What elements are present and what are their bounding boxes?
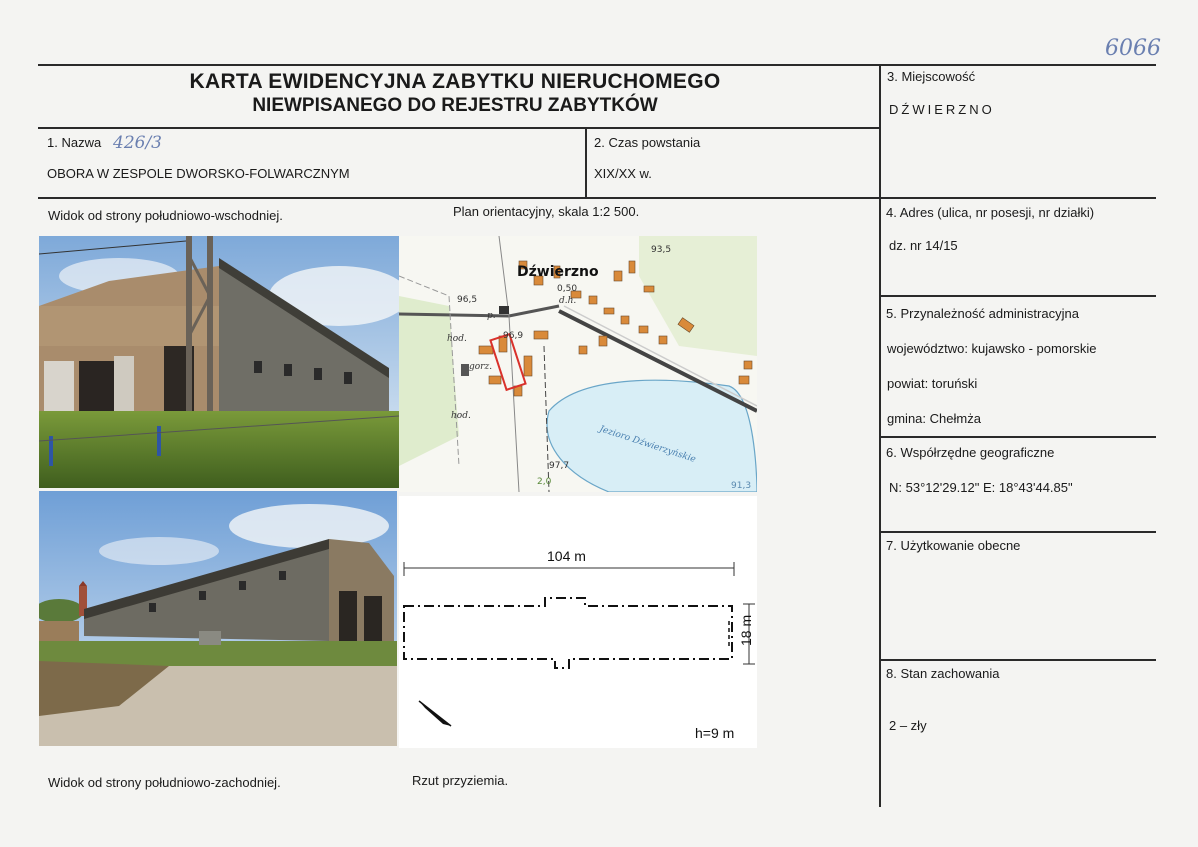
map-label-hod2: hod. bbox=[451, 411, 471, 421]
admin-label: 5. Przynależność administracyjna bbox=[886, 306, 1079, 321]
map-label-elev7: 2,0 bbox=[537, 477, 552, 487]
condition-value: 2 – zły bbox=[889, 718, 927, 733]
address-bottom-border bbox=[880, 295, 1156, 297]
admin-bottom-border bbox=[880, 436, 1156, 438]
condition-label: 8. Stan zachowania bbox=[886, 666, 1000, 681]
caption-view-southeast: Widok od strony południowo-wschodniej. bbox=[48, 208, 283, 223]
map-label-p: p. bbox=[487, 311, 496, 321]
map-label-elev3: 0,50 bbox=[557, 284, 578, 294]
map-label-elev1: 93,5 bbox=[651, 245, 672, 255]
card-title: KARTA EWIDENCYJNA ZABYTKU NIERUCHOMEGO bbox=[189, 70, 721, 93]
coords-value: N: 53°12'29.12" E: 18°43'44.85" bbox=[889, 480, 1073, 495]
map-label-lake: Jezioro Dźwierzyńskie bbox=[598, 424, 697, 465]
map-label-gorz: gorz. bbox=[469, 362, 493, 372]
coords-label: 6. Współrzędne geograficzne bbox=[886, 445, 1055, 460]
address-value: dz. nr 14/15 bbox=[889, 238, 958, 253]
title-bottom-border bbox=[38, 127, 880, 129]
locality-value: DŹWIERZNO bbox=[889, 102, 995, 117]
map-label-elev6: 91,3 bbox=[731, 481, 752, 491]
caption-map: Plan orientacyjny, skala 1:2 500. bbox=[453, 204, 640, 219]
name-bottom-border bbox=[38, 197, 1156, 199]
map-label-dh: d.h. bbox=[559, 296, 577, 306]
locality-label: 3. Miejscowość bbox=[887, 69, 976, 84]
admin-voivodeship: województwo: kujawsko - pomorskie bbox=[887, 341, 1097, 356]
admin-county: powiat: toruński bbox=[887, 376, 978, 391]
top-border bbox=[38, 64, 1156, 66]
floor-plan-length: 104 m bbox=[547, 548, 586, 564]
photo-view-southeast bbox=[39, 236, 399, 488]
floor-plan-height: h=9 m bbox=[695, 725, 735, 741]
floor-plan-width: 18 m bbox=[738, 614, 754, 646]
handwritten-archive-number: 6066 bbox=[1105, 36, 1161, 61]
map-label-elev4: 96,9 bbox=[503, 331, 524, 341]
map-label-hod1: hod. bbox=[447, 334, 467, 344]
map-label-elev5: 97,7 bbox=[549, 461, 570, 471]
usage-label: 7. Użytkowanie obecne bbox=[886, 538, 1021, 553]
photo-view-southwest bbox=[39, 491, 397, 746]
coords-bottom-border bbox=[880, 531, 1156, 533]
name-handwritten-number: 426/3 bbox=[113, 133, 162, 153]
name-label: 1. Nazwa bbox=[47, 135, 102, 150]
map-label-town: Dźwierzno bbox=[517, 264, 599, 280]
admin-commune: gmina: Chełmża bbox=[887, 411, 981, 426]
time-value: XIX/XX w. bbox=[594, 166, 652, 181]
name-value: OBORA W ZESPOLE DWORSKO-FOLWARCZNYM bbox=[47, 166, 350, 181]
name-time-divider bbox=[585, 127, 587, 198]
address-label: 4. Adres (ulica, nr posesji, nr działki) bbox=[886, 205, 1095, 220]
card-subtitle: NIEWPISANEGO DO REJESTRU ZABYTKÓW bbox=[252, 95, 658, 116]
caption-view-southwest: Widok od strony południowo-zachodniej. bbox=[48, 775, 281, 790]
map-label-elev2: 96,5 bbox=[457, 295, 478, 305]
floor-plan bbox=[399, 496, 757, 748]
time-label: 2. Czas powstania bbox=[594, 135, 701, 150]
orientation-map bbox=[399, 236, 757, 492]
usage-bottom-border bbox=[880, 659, 1156, 661]
caption-floor-plan: Rzut przyziemia. bbox=[412, 773, 509, 788]
